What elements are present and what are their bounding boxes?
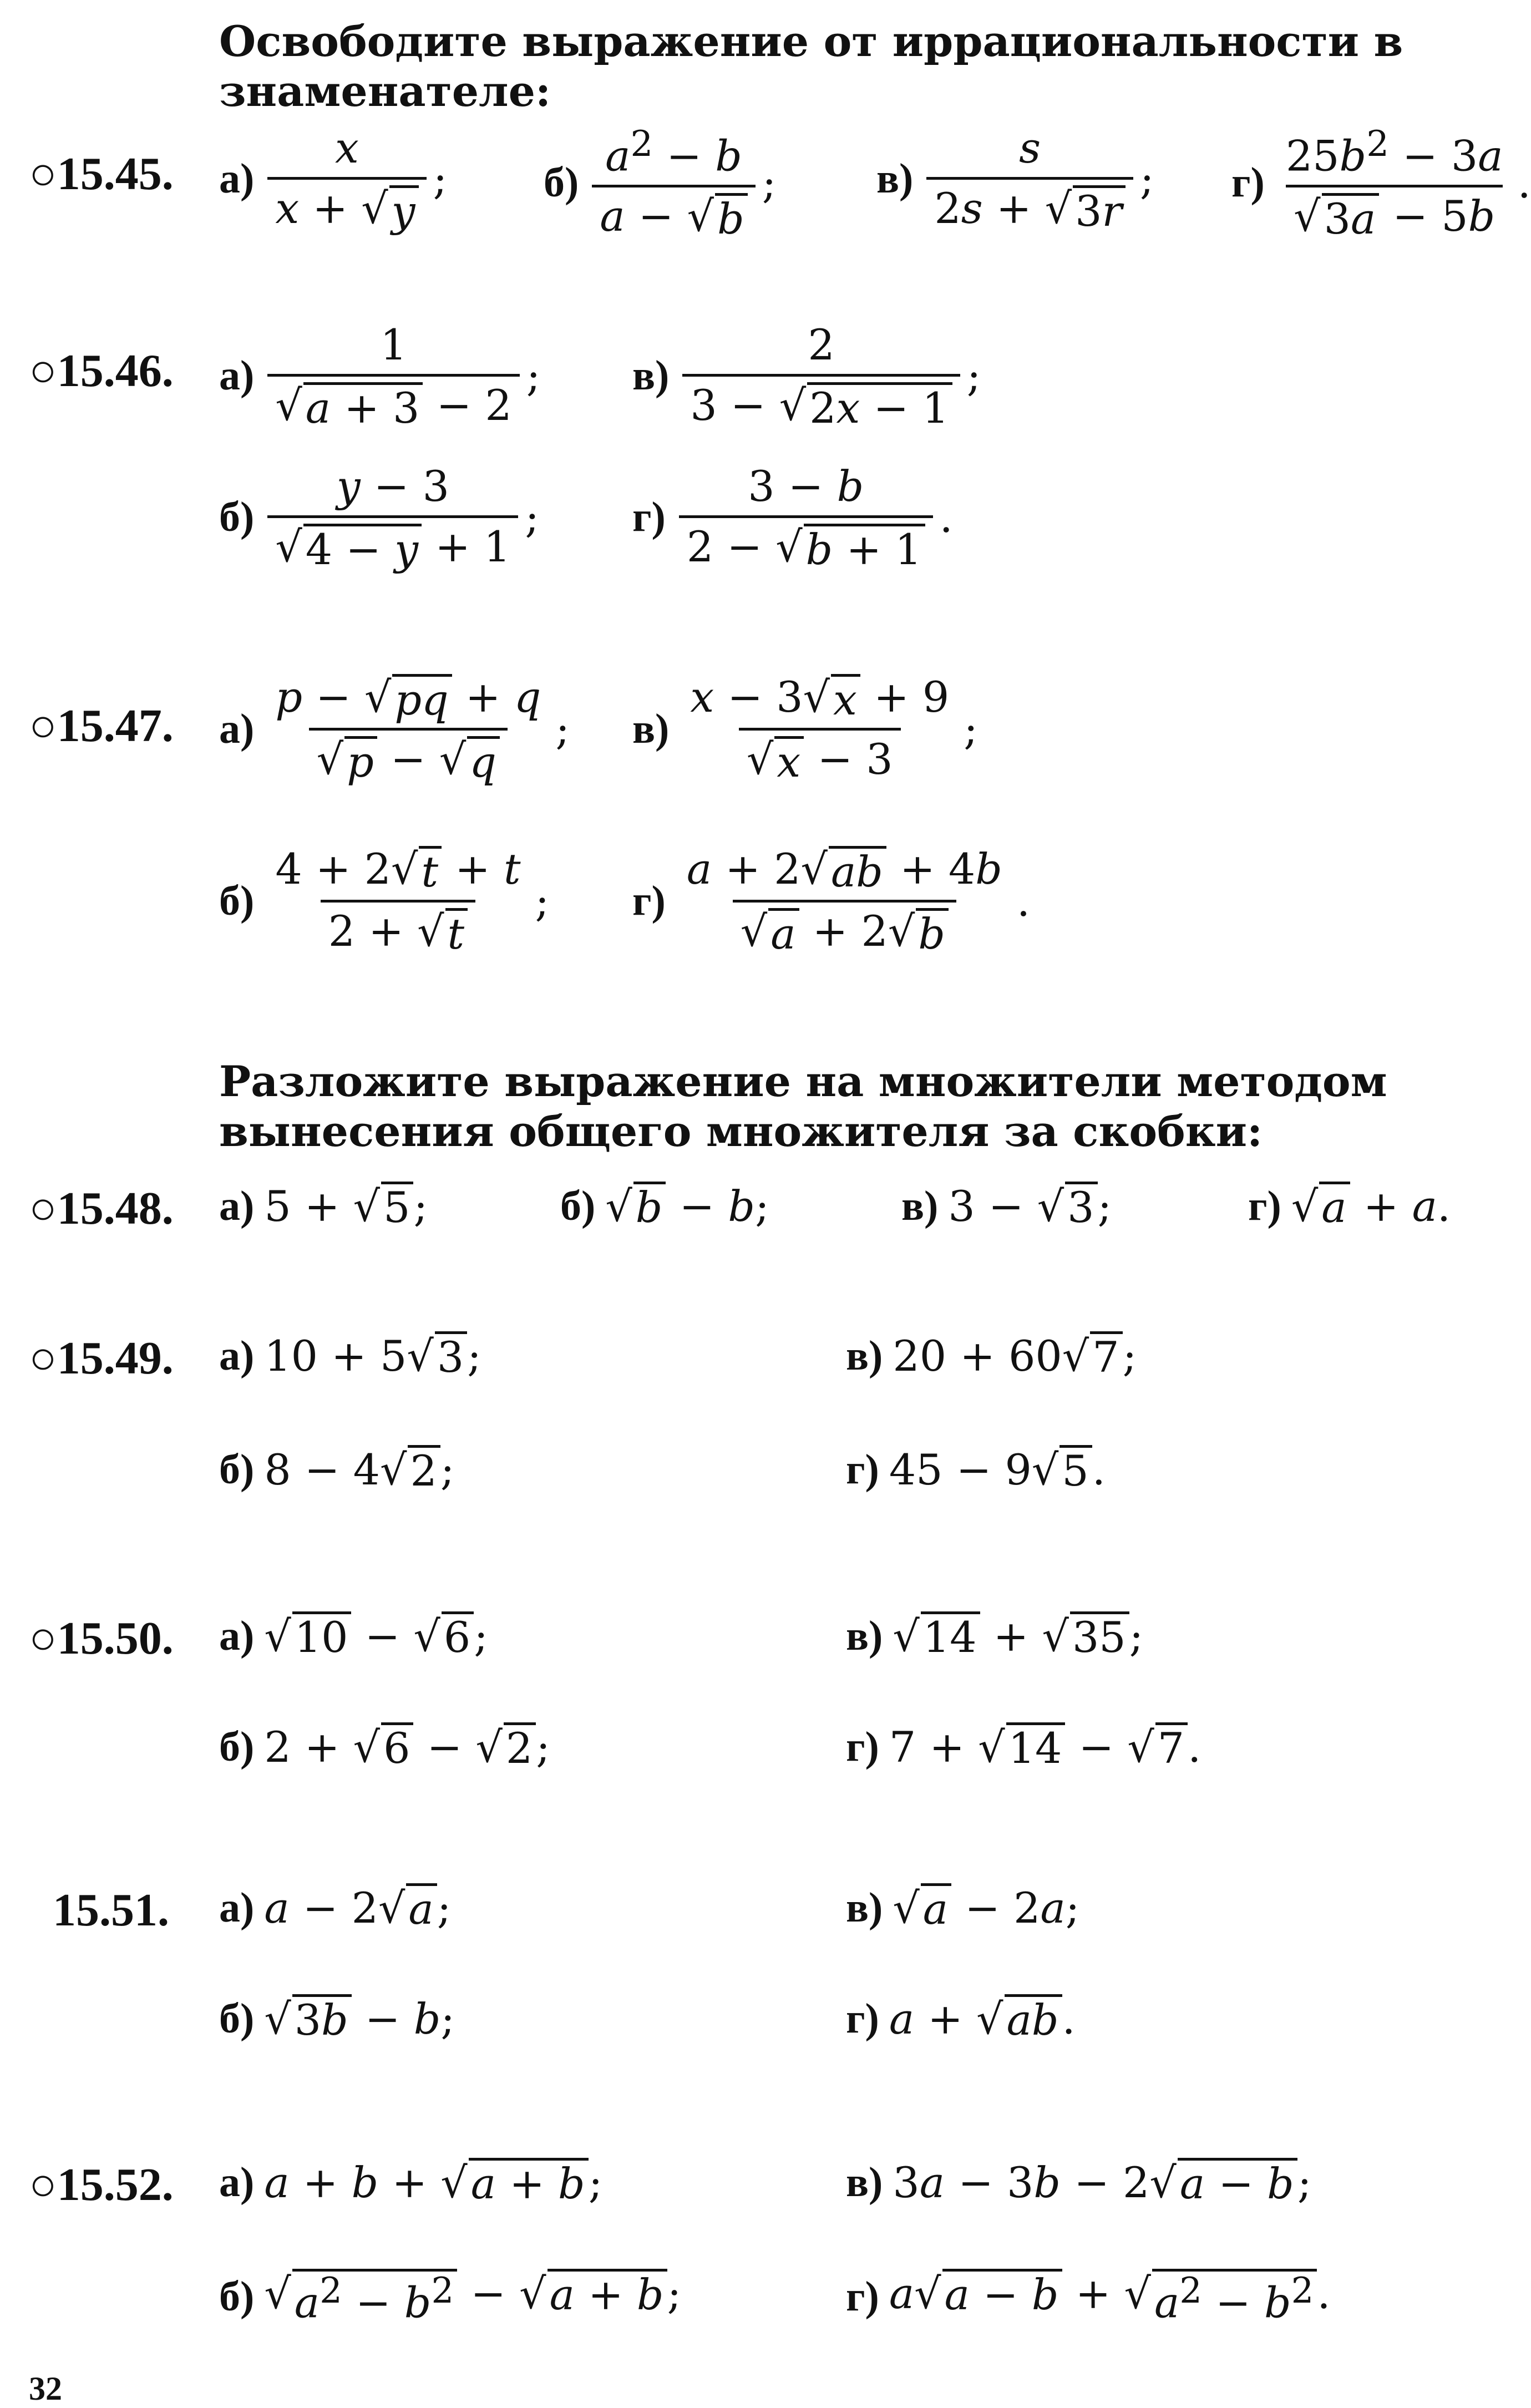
problem-15-52-b: б) √ $a^2 - b^2$ − √ a + b ;	[219, 2269, 682, 2328]
problem-15-45-a: а) x x + √ y ;	[219, 123, 448, 236]
problem-15-49-b: б) 8 − 4 √ 2 ;	[219, 1445, 455, 1496]
problem-15-48-a: а) 5 + √ 5 ;	[219, 1182, 428, 1232]
problem-15-51-b: б) √ 3b − b;	[219, 1994, 455, 2045]
problem-15-49-c: в) 20 + 60 √ 7 ;	[846, 1331, 1137, 1382]
problem-15-50-c: в) √ 14 + √ 35 ;	[846, 1611, 1144, 1662]
problem-15-52-a: а) a + b + √ a + b ;	[219, 2158, 603, 2208]
problem-number-15-45: ○15.45.	[29, 148, 174, 200]
problem-15-50-a: а) √ 10 − √ 6 ;	[219, 1611, 488, 1662]
problem-15-52-c: в) 3a − 3b − 2 √ a − b ;	[846, 2158, 1312, 2208]
problem-15-49-d: г) 45 − 9 √ 5 .	[846, 1445, 1106, 1496]
problem-15-48-c: в) 3 − √ 3 ;	[901, 1182, 1112, 1232]
problem-number-15-47: ○15.47.	[29, 700, 174, 752]
problem-number-15-51: 15.51.	[53, 1884, 169, 1936]
problem-15-51-a: а) a − 2 √ a ;	[219, 1883, 452, 1934]
problem-number-15-49: ○15.49.	[29, 1332, 174, 1384]
problem-15-47-a: а) p − √ pq + q √ p − √ q ;	[219, 672, 570, 787]
problem-15-45-d: г) $25b^2 - 3a$ √ 3a − 5b .	[1231, 124, 1531, 244]
problem-15-47-d: г) a + 2 √ ab + 4b √ a + 2 √ b .	[632, 844, 1031, 959]
problem-15-50-d: г) 7 + √ 14 − √ 7 .	[846, 1722, 1202, 1773]
section-intro-1: Освободите выражение от иррациональности в знаменателе:	[219, 17, 1403, 116]
problem-15-46-d: г) 3 − b 2 − √ b + 1 .	[632, 462, 953, 574]
problem-15-51-c: в) √ a − 2a;	[846, 1883, 1080, 1934]
problem-15-45-c: в) s 2s + √ 3r ;	[876, 123, 1154, 236]
problem-15-51-d: г) a + √ ab .	[846, 1994, 1076, 2045]
problem-number-15-50: ○15.50.	[29, 1613, 174, 1664]
problem-15-50-b: б) 2 + √ 6 − √ 2 ;	[219, 1722, 550, 1773]
page-number: 32	[29, 2370, 62, 2407]
problem-15-52-d: г) a √ a − b + √ $a^2 - b^2$ .	[846, 2269, 1331, 2328]
problem-15-48-d: г) √ a + a.	[1248, 1182, 1451, 1232]
problem-number-15-48: ○15.48.	[29, 1183, 174, 1234]
problem-15-48-b: б) √ b − b;	[560, 1182, 769, 1232]
problem-15-45-b: б) $a^2 - b$ a − √ b ;	[544, 124, 777, 244]
problem-15-46-c: в) 2 3 − √ 2x − 1 ;	[632, 320, 981, 433]
problem-number-15-46: ○15.46.	[29, 345, 174, 397]
section-intro-2: Разложите выражение на множители методом вынесения общего множителя за скобки:	[219, 1057, 1387, 1156]
problem-15-47-b: б) 4 + 2 √ t + t 2 + √ t ;	[219, 844, 550, 959]
problem-15-46-b: б) y − 3 √ 4 − y + 1 ;	[219, 462, 540, 574]
problem-15-47-c: в) x − 3 √ x + 9 √ x − 3 ;	[632, 672, 978, 787]
problem-15-46-a: а) 1 √ a + 3 − 2 ;	[219, 320, 541, 433]
problem-15-49-a: а) 10 + 5 √ 3 ;	[219, 1331, 481, 1382]
problem-number-15-52: ○15.52.	[29, 2159, 174, 2211]
